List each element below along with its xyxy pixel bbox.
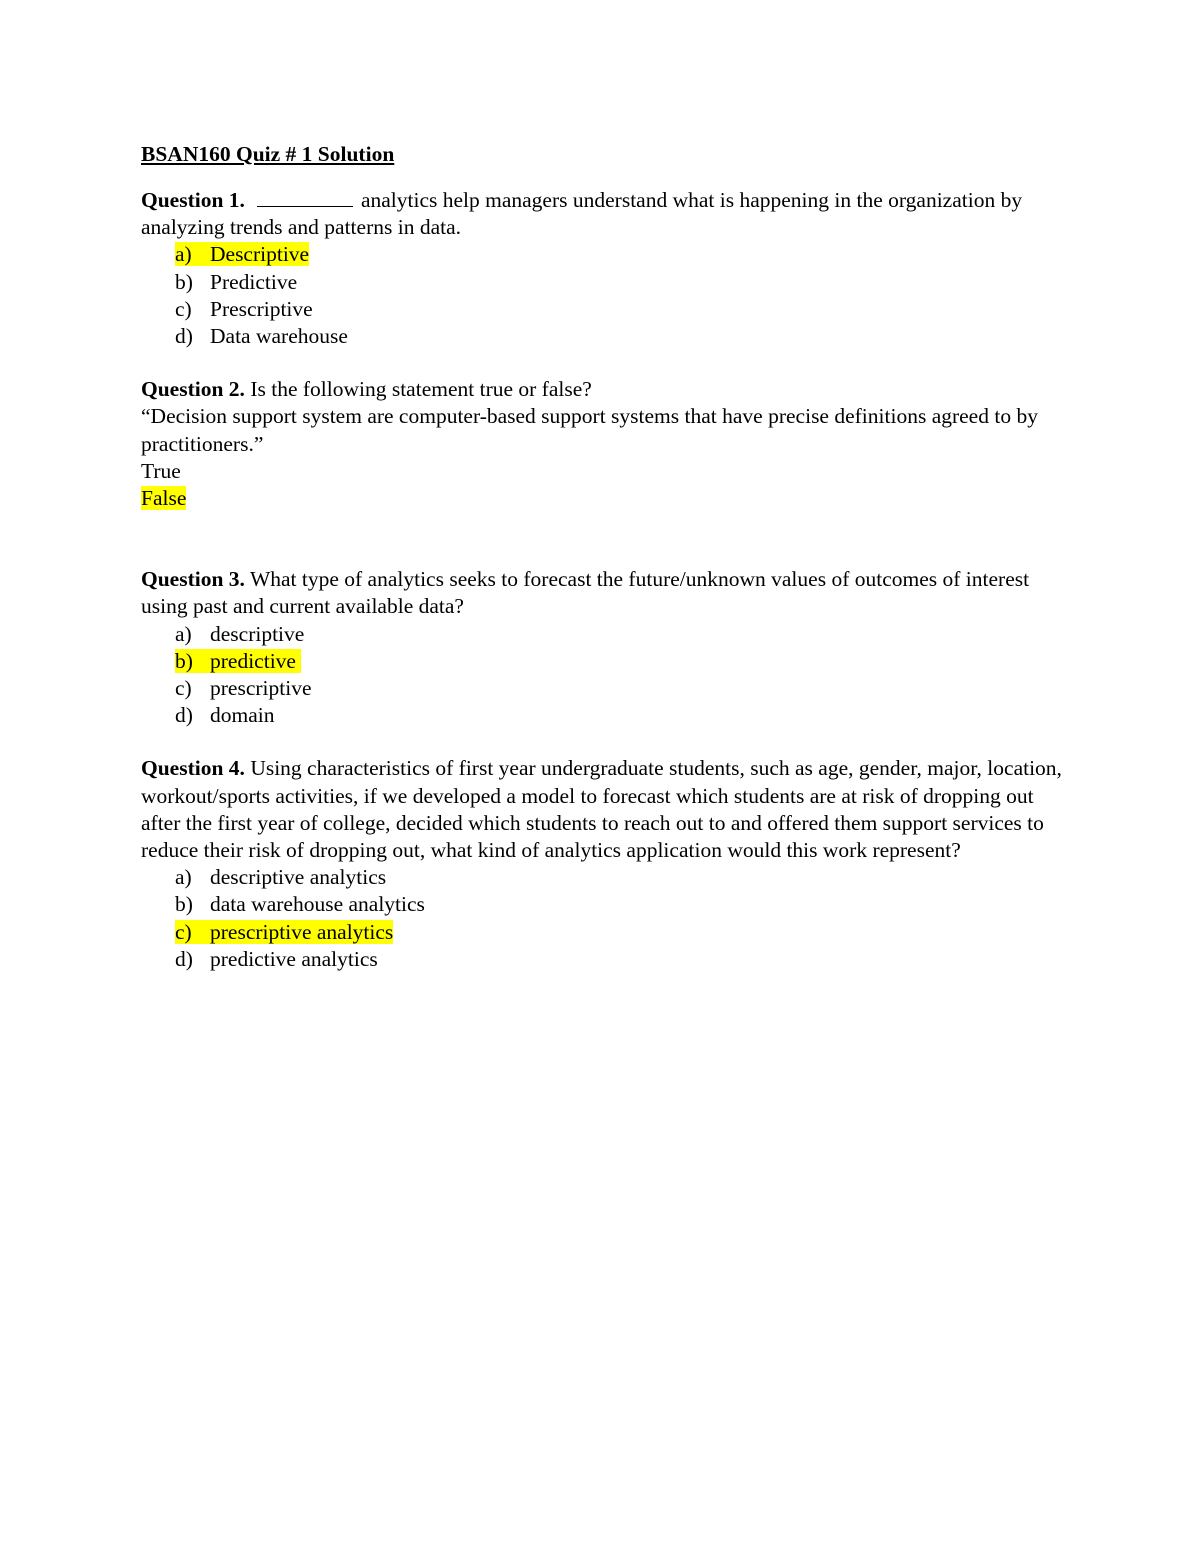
question-3-text: What type of analytics seeks to forecast the future/unknown values of outcomes of interest using past and current available data? [141, 567, 1030, 619]
question-1-label: Question 1. [141, 188, 245, 212]
highlighted-answer: a) Descriptive [175, 242, 310, 267]
highlighted-answer: b) predictive [175, 649, 301, 673]
highlighted-answer: c) prescriptive analytics [175, 919, 394, 944]
question-3-label: Question 3. [141, 567, 245, 592]
question-4-label: Question 4. [141, 756, 245, 781]
question-2-option-false [141, 485, 1071, 512]
question-3-option-b [175, 648, 1071, 675]
question-4-option-d: d) predictive analytics [175, 946, 378, 971]
question-2-text: Is the following statement true or false? [250, 377, 592, 402]
question-3-option-a: a) descriptive [175, 621, 305, 646]
question-2-label: Question 2. [141, 377, 245, 402]
question-4 [141, 755, 1071, 864]
question-3-option-d: d) domain [175, 703, 275, 728]
question-1-option-d: d) Data warehouse [175, 324, 348, 349]
question-2-option-true: True [141, 458, 181, 483]
question-1-option-b: b) Predictive [175, 269, 298, 294]
question-4-option-c [175, 919, 1071, 946]
document-page [141, 141, 1071, 973]
question-1-option-a [175, 241, 1071, 268]
question-1-options [141, 241, 1071, 350]
question-1-text: analytics help managers understand what is happening in the organization by analyzing trends and patterns in data. [141, 188, 1023, 240]
answer-blank [257, 186, 353, 207]
question-1 [141, 186, 1071, 241]
question-1-option-c: c) Prescriptive [175, 296, 313, 321]
question-3 [141, 566, 1071, 620]
question-4-option-a: a) descriptive analytics [175, 865, 387, 890]
question-3-options [141, 621, 1071, 730]
document-title: BSAN160 Quiz # 1 Solution [141, 142, 395, 166]
highlighted-answer: False [141, 486, 187, 511]
question-2-statement: “Decision support system are computer-based support systems that have precise definitions agreed to by practitioners.” [141, 404, 1038, 456]
question-4-option-b: b) data warehouse analytics [175, 892, 425, 917]
question-4-options [141, 864, 1071, 973]
question-3-option-c: c) prescriptive [175, 676, 312, 701]
question-4-text: Using characteristics of first year undergraduate students, such as age, gender, major, location, workout/sports activities, if we developed a model to forecast which students are at risk of dropping out after the first year of college, decided which students to reach out to and offered them support services to reduce their risk of dropping out, what kind of analytics application would this work represent? [141, 756, 1062, 863]
question-2 [141, 376, 1071, 403]
